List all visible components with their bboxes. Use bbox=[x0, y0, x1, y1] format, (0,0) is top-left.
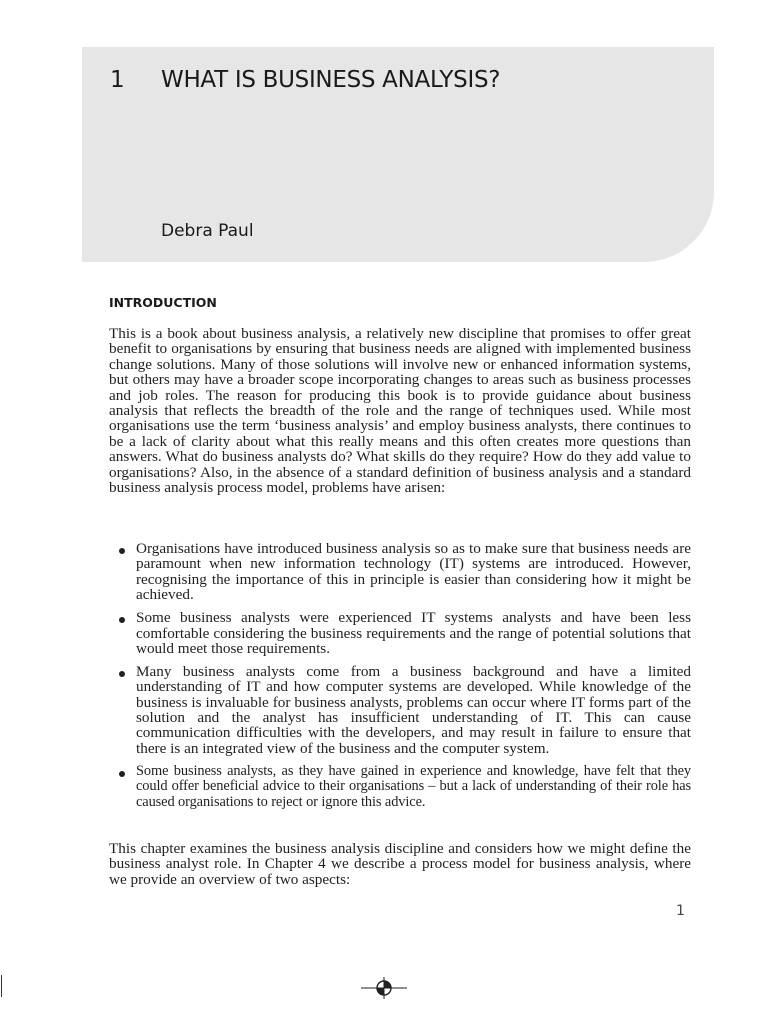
intro-paragraph: This is a book about business analysis, a relatively new discipline that promises to offer great benefit to organisations by ensuring that business needs are aligned with implemented business change solutions. Many of those solutions will involve new or enhanced information systems, but others may have a broader scope incorporating changes to areas such as business processes and job roles. The reason for producing this book is to provide guidance about business analysis that reflects the breadth of the role and the range of techniques used. While most organisations use the term ‘business analysis’ and employ business analysts, there continues to be a lack of clarity about what this really means and this often creates more questions than answers. What do business analysts do? What skills do they require? How do they add value to organisations? Also, in the absence of a standard definition of business analysis and a standard business analysis process model, problems have arisen: bbox=[109, 325, 691, 497]
list-item bbox=[119, 664, 691, 756]
crop-mark bbox=[1, 975, 2, 997]
list-item-text: Some business analysts, as they have gained in experience and knowledge, have felt that they could offer beneficial advice to their organisations – but a lack of understanding of their role has caused organisations to reject or ignore this advice. bbox=[136, 762, 691, 810]
section-heading: INTRODUCTION bbox=[109, 295, 217, 310]
registration-mark-icon bbox=[361, 977, 407, 999]
bullet-icon bbox=[119, 671, 125, 677]
list-item-text: Some business analysts were experienced IT systems analysts and have been less comfortable considering the business requirements and the range of potential solutions that would meet those requirements. bbox=[136, 609, 691, 657]
list-item bbox=[119, 764, 691, 810]
page-number: 1 bbox=[676, 903, 685, 919]
closing-paragraph: This chapter examines the business analysis discipline and considers how we might define the business analyst role. In Chapter 4 we describe a process model for business analysis, where we provide an overview of two aspects: bbox=[109, 840, 691, 888]
bullet-icon bbox=[119, 548, 125, 554]
list-item-text: Organisations have introduced business analysis so as to make sure that business needs are paramount when new information technology (IT) systems are introduced. However, recognising the importance of this in principle is easier than considering how it might be achieved. bbox=[136, 540, 691, 604]
chapter-number: 1 bbox=[110, 67, 125, 93]
problem-list bbox=[119, 541, 691, 818]
chapter-author: Debra Paul bbox=[161, 221, 254, 241]
list-item bbox=[119, 610, 691, 656]
list-item-text: Many business analysts come from a business background and have a limited understanding of IT and how computer systems are developed. While knowledge of the business is invaluable for business analysts, problems can occur where IT forms part of the solution and the analyst has insufficient understanding of IT. This can cause communication difficulties with the developers, and may result in failure to ensure that there is an integrated view of the business and the computer system. bbox=[136, 662, 691, 757]
list-item bbox=[119, 541, 691, 603]
bullet-icon bbox=[119, 771, 125, 777]
chapter-title: WHAT IS BUSINESS ANALYSIS? bbox=[161, 67, 501, 93]
bullet-icon bbox=[119, 617, 125, 623]
